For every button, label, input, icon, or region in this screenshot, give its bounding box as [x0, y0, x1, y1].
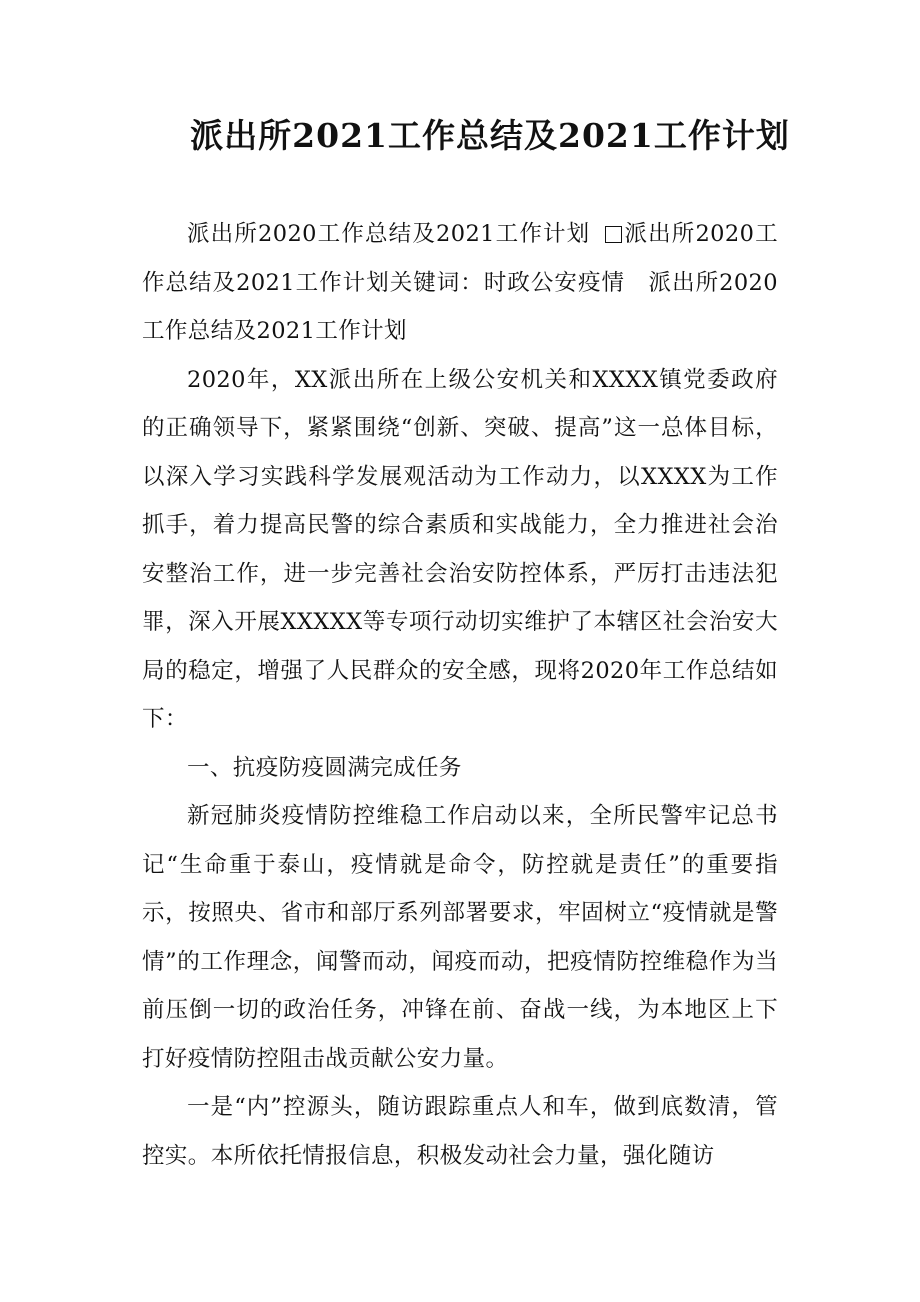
- intro-text-end: 派出所2020工作总结及2021工作计划关键词：时政公安疫情 派出所2020工作总结及2021工作计划: [142, 221, 778, 344]
- intro-text-start: 派出所2020工作总结及2021工作计划: [187, 221, 599, 247]
- paragraph-source-control: 一是“内”控源头，随访跟踪重点人和车，做到底数清，管控实。本所依托情报信息，积极发动社会力量，强化随访: [142, 1094, 778, 1169]
- document-body: [142, 210, 778, 1180]
- document-title: 派出所2021工作总结及2021工作计划: [190, 116, 790, 155]
- paragraph-summary: 2020年，XX派出所在上级公安机关和XXXX镇党委政府的正确领导下，紧紧围绕“创新、突破、提高”这一总体目标，以深入学习实践科学发展观活动为工作动力，以XXXX为工作抓手，着力提高民警的综合素质和实战能力，全力推进社会治安整治工作，进一步完善社会治安防控体系，严厉打击违法犯罪，深入开展XXXXX等专项行动切实维护了本辖区社会治安大局的稳定，增强了人民群众的安全感，现将2020年工作总结如下：: [142, 366, 778, 732]
- paragraph-epidemic-control: 新冠肺炎疫情防控维稳工作启动以来，全所民警牢记总书记“生命重于泰山，疫情就是命令，防控就是责任”的重要指示，按照央、省市和部厅系列部署要求，牢固树立“疫情就是警情”的工作理念，闻警而动，闻疫而动，把疫情防控维稳作为当前压倒一切的政治任务，冲锋在前、奋战一线，为本地区上下打好疫情防控阻击战贡献公安力量。: [142, 803, 778, 1072]
- section-heading: 一、抗疫防疫圆满完成任务: [187, 754, 462, 781]
- paragraph-intro: [142, 210, 778, 356]
- checkbox-icon: [605, 226, 622, 243]
